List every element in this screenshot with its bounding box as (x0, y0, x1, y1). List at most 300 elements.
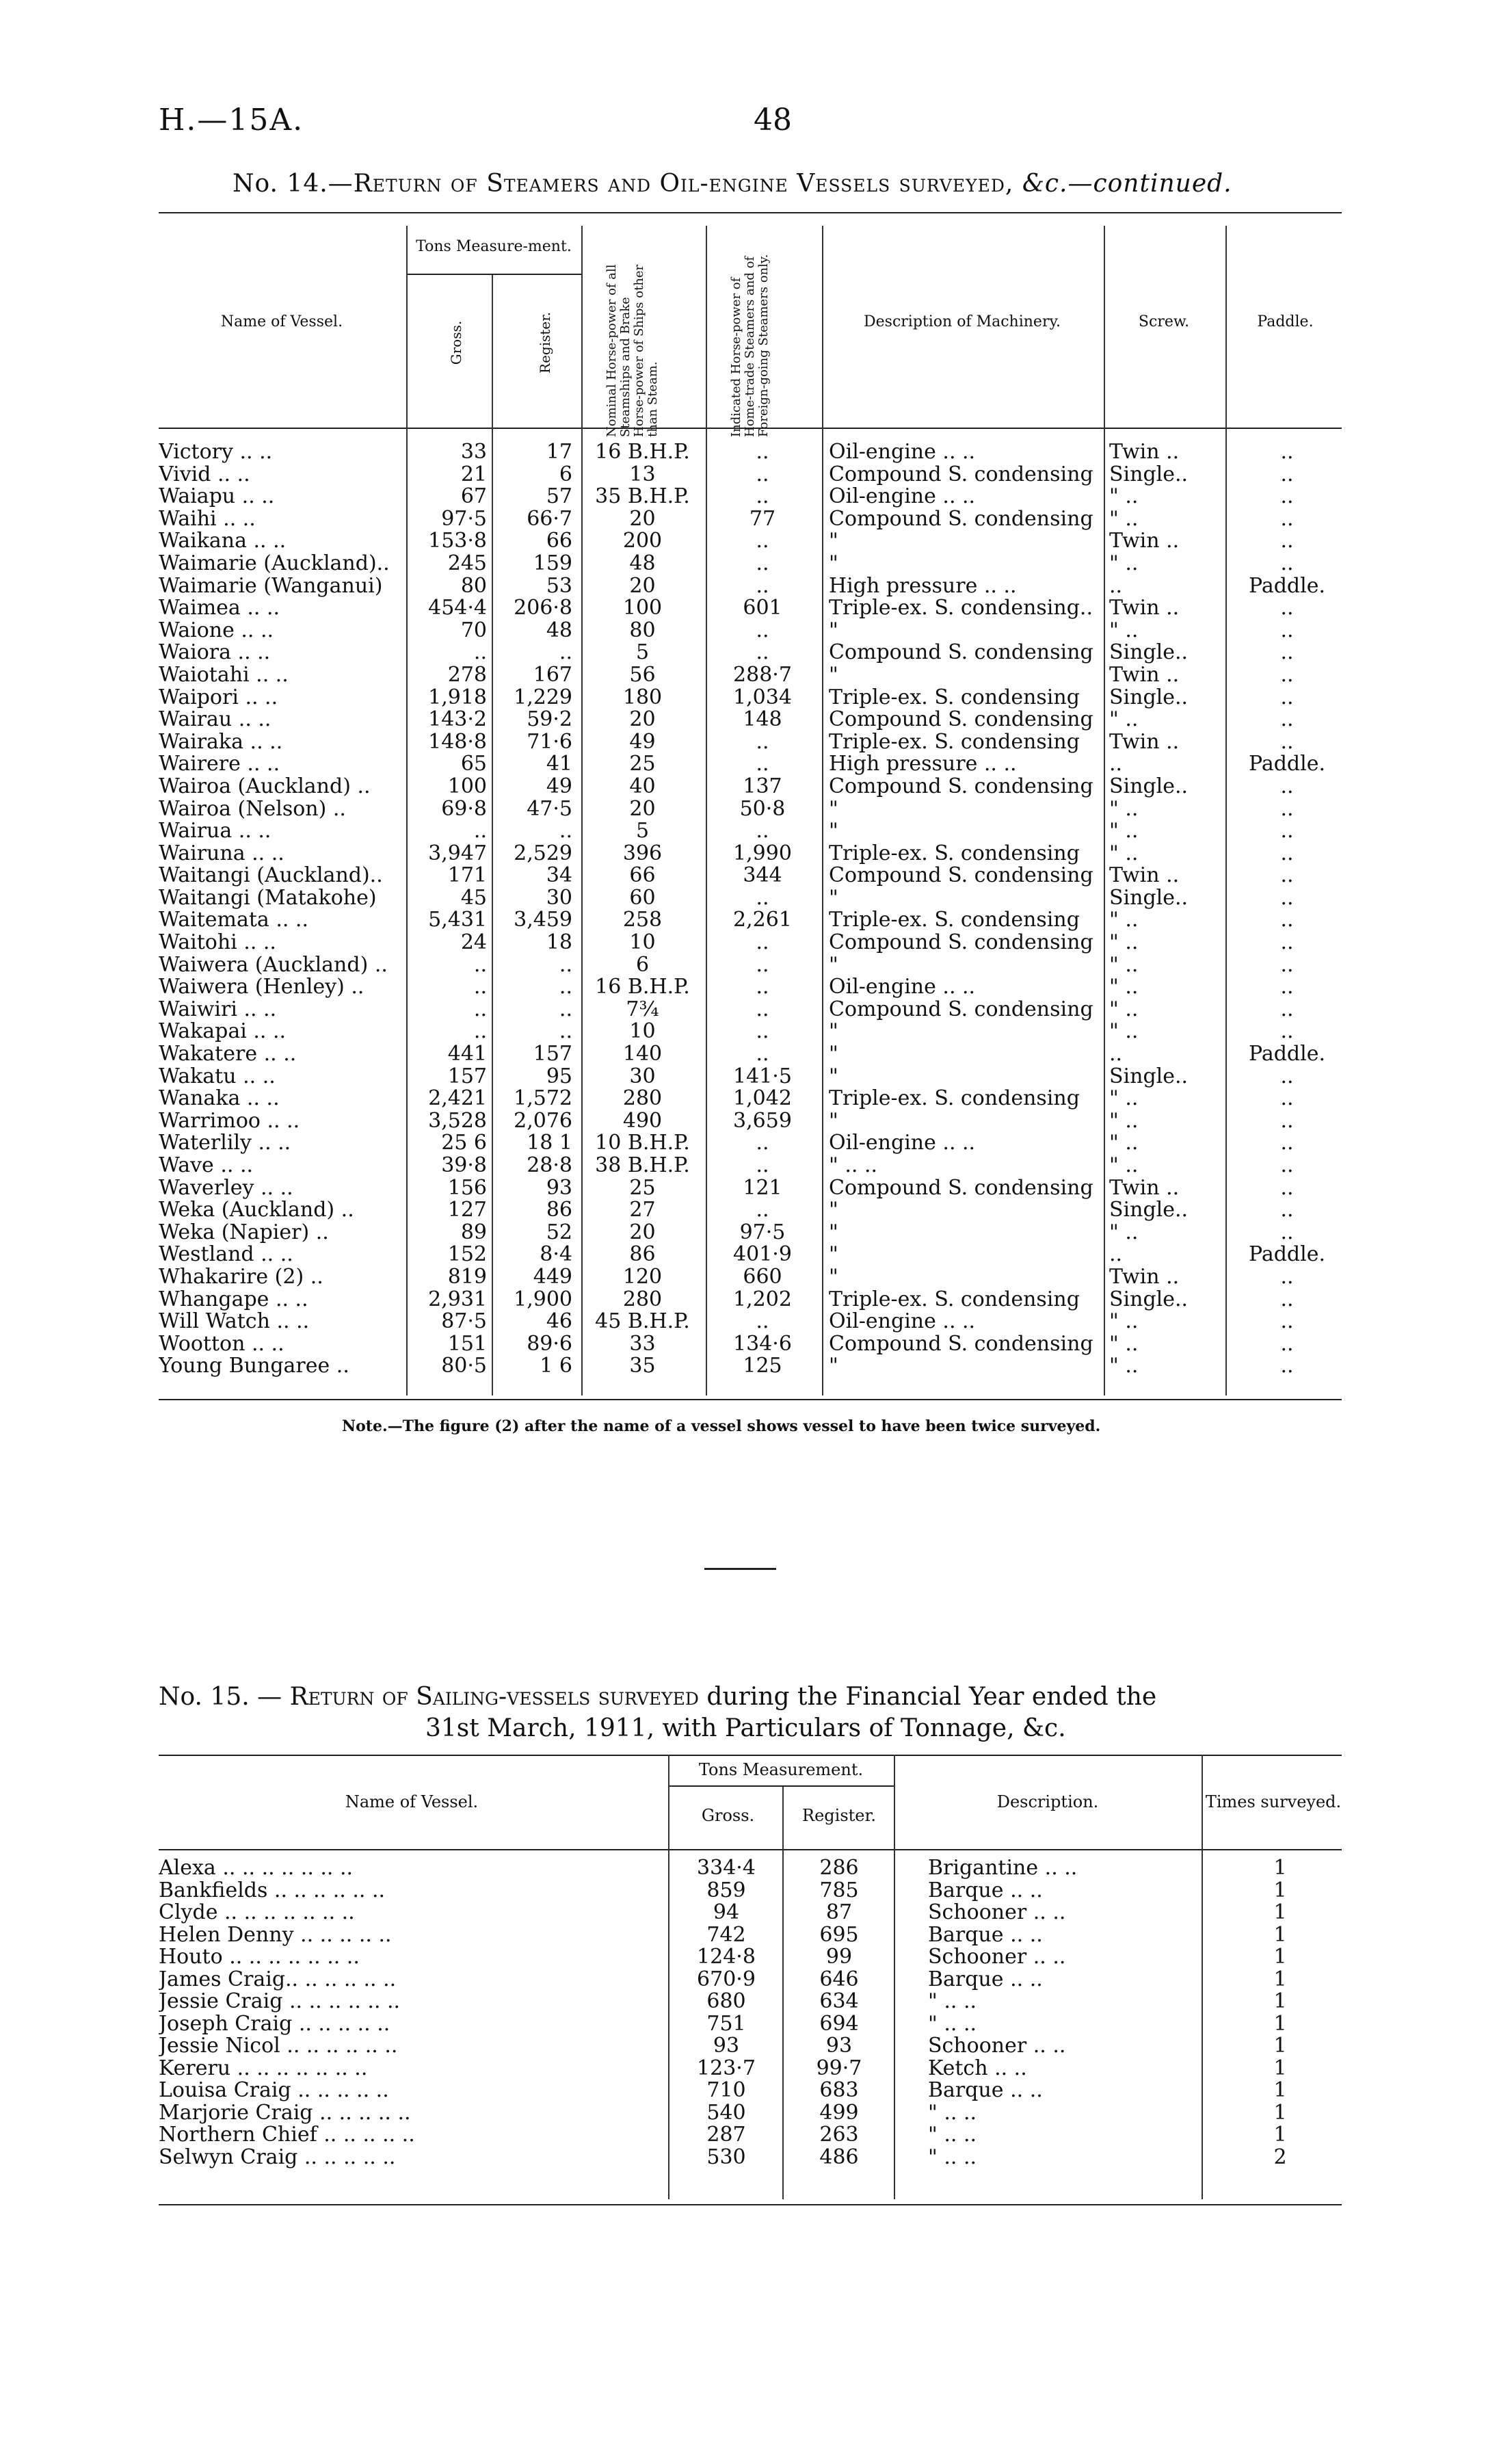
nominal-hp: 200 (622, 529, 663, 553)
gross-tons: 143·2 (428, 707, 487, 732)
steamers-table-header (159, 219, 1342, 437)
vessel-name: Bankfields .. .. .. .. .. .. (159, 1879, 386, 1902)
table-row (159, 597, 1342, 620)
register-tons: .. (559, 997, 572, 1021)
register-tons: 159 (533, 551, 572, 575)
register-tons: 66·7 (527, 506, 572, 531)
table-14-bottom-rule (159, 1399, 1342, 1400)
paddle-type: .. (1280, 707, 1294, 732)
sailing-vessels-header (159, 1755, 1342, 1847)
gross-tons: 24 (460, 930, 487, 955)
screw-type: Single.. (1109, 1198, 1189, 1222)
machinery-description: " (829, 662, 838, 687)
gross-tons: 742 (706, 1922, 746, 1947)
table-row (159, 2058, 1342, 2080)
vessel-name: Waiwiri .. .. (159, 998, 277, 1021)
screw-type: Single.. (1109, 885, 1189, 910)
vessel-name: Waimea .. .. (159, 597, 280, 620)
paddle-type: .. (1280, 908, 1294, 932)
register-tons: 34 (546, 863, 572, 888)
paddle-type: .. (1280, 1175, 1294, 1200)
machinery-description: Triple-ex. S. condensing.. (829, 596, 1093, 620)
times-surveyed: 1 (1273, 2011, 1287, 2036)
machinery-description: " (829, 1019, 838, 1044)
paddle-type: .. (1280, 841, 1294, 865)
table-row (159, 2102, 1342, 2125)
table-row (159, 843, 1342, 865)
vessel-name: Weka (Napier) .. (159, 1221, 329, 1244)
screw-type: " .. (1109, 997, 1139, 1021)
gross-tons: 2,421 (428, 1086, 487, 1111)
times-surveyed: 1 (1273, 1945, 1287, 1969)
col-screw-header: Screw. (1138, 313, 1190, 330)
register-tons: 157 (533, 1042, 572, 1066)
gross-tons: 540 (706, 2100, 746, 2125)
indicated-hp: 125 (743, 1354, 782, 1378)
screw-type: .. (1109, 1242, 1123, 1267)
gross-tons: 751 (706, 2011, 746, 2036)
table-row (159, 1110, 1342, 1133)
vessel-name: Waimarie (Auckland).. (159, 552, 390, 575)
gross-tons: 89 (460, 1220, 487, 1244)
table-15-title (159, 1681, 1342, 1744)
table-row (159, 1946, 1342, 1969)
register-tons: .. (559, 975, 572, 999)
indicated-hp: 1,034 (733, 685, 792, 709)
times-surveyed: 1 (1273, 1967, 1287, 1991)
screw-type: Single.. (1109, 462, 1189, 486)
register-tons: 1,900 (514, 1287, 572, 1311)
vessel-name: Victory .. .. (159, 441, 273, 464)
screw-type: Twin .. (1109, 596, 1180, 620)
vessel-name: Wakatu .. .. (159, 1065, 276, 1088)
gross-tons: 859 (706, 1878, 746, 1902)
nominal-hp: 10 (629, 1019, 656, 1044)
machinery-description: Triple-ex. S. condensing (829, 841, 1080, 865)
screw-type: " .. (1109, 484, 1139, 509)
machinery-description: Compound S. condensing (829, 640, 1093, 665)
vessel-name: Waihi .. .. (159, 508, 256, 531)
vessel-name: Waiwera (Auckland) .. (159, 954, 388, 977)
nominal-hp: 10 (629, 930, 656, 955)
indicated-hp: .. (756, 975, 769, 999)
gross-tons: 124·8 (697, 1945, 756, 1969)
nominal-hp: 80 (629, 618, 656, 642)
table-row (159, 1244, 1342, 1266)
times-surveyed: 1 (1273, 1856, 1287, 1880)
col-indicated-header: Indicated Horse-power of Home-trade Steamers and of Foreign-going Steamers only. (729, 254, 771, 437)
table-row (159, 1266, 1342, 1289)
table-row (159, 2013, 1342, 2036)
vessel-name: Wakapai .. .. (159, 1021, 287, 1044)
vessel-name: Waipori .. .. (159, 686, 278, 709)
register-tons: 683 (819, 2078, 859, 2102)
paddle-type: Paddle. (1248, 752, 1326, 776)
register-tons: 1 6 (540, 1354, 572, 1378)
machinery-description: " (829, 952, 838, 977)
table-14-top-rule (159, 212, 1342, 213)
indicated-hp: .. (756, 930, 769, 955)
machinery-description: Compound S. condensing (829, 997, 1093, 1021)
machinery-description: Compound S. condensing (829, 930, 1093, 955)
vessel-name: Whakarire (2) .. (159, 1266, 323, 1289)
indicated-hp: 97·5 (739, 1220, 786, 1244)
gross-tons: .. (473, 1019, 487, 1044)
indicated-hp: .. (756, 1019, 769, 1044)
register-tons: 93 (546, 1175, 572, 1200)
col-times-header: Times surveyed. (1205, 1792, 1342, 1811)
gross-tons: 171 (447, 863, 487, 888)
gross-tons: 441 (447, 1042, 487, 1066)
times-surveyed: 1 (1273, 1878, 1287, 1902)
machinery-description: " (829, 1264, 838, 1289)
paddle-type: .. (1280, 1086, 1294, 1111)
nominal-hp: 20 (629, 573, 656, 598)
register-tons: 49 (546, 774, 572, 798)
vessel-name: Jessie Nicol .. .. .. .. .. .. (159, 2035, 398, 2058)
machinery-description: Oil-engine .. .. (829, 1309, 976, 1334)
gross-tons: 80 (460, 573, 487, 598)
steamers-table-body (159, 441, 1342, 1378)
indicated-hp: 134·6 (733, 1331, 792, 1356)
nominal-hp: 280 (622, 1086, 663, 1111)
table-row (159, 486, 1342, 508)
register-tons: 59·2 (527, 707, 572, 732)
vessel-name: Wairau .. .. (159, 709, 271, 731)
vessel-name: Wairua .. .. (159, 820, 271, 843)
register-tons: 18 (546, 930, 572, 955)
paddle-type: .. (1280, 1264, 1294, 1289)
machinery-description: " (829, 1242, 838, 1267)
gross-tons: 334·4 (697, 1856, 756, 1880)
screw-type: " .. (1109, 1309, 1139, 1334)
gross-tons: 157 (447, 1064, 487, 1088)
gross-tons: 69·8 (441, 796, 487, 821)
nominal-hp: 86 (629, 1242, 656, 1267)
screw-type: .. (1109, 752, 1123, 776)
indicated-hp: .. (756, 573, 769, 598)
gross-tons: 80·5 (441, 1354, 487, 1378)
paddle-type: Paddle. (1248, 1242, 1326, 1267)
indicated-hp: .. (756, 640, 769, 665)
footnote: Note.—The figure (2) after the name of a vessel shows vessel to have been twice surveyed. (342, 1417, 1101, 1435)
vessel-name: Wave .. .. (159, 1155, 254, 1177)
register-tons: 499 (819, 2100, 859, 2125)
indicated-hp: .. (756, 484, 769, 509)
gross-tons: 156 (447, 1175, 487, 1200)
vessel-name: Jessie Craig .. .. .. .. .. .. (159, 1991, 401, 2013)
vessel-name: Houto .. .. .. .. .. .. .. (159, 1946, 360, 1969)
col-nominal-header: Nominal Horse-power of all Steamships and Brake Horse-power of Ships other than Steam. (605, 264, 660, 437)
table-15-title-rest: during the Financial Year ended the (706, 1683, 1157, 1711)
nominal-hp: 6 (635, 952, 650, 977)
register-tons: 8·4 (540, 1242, 572, 1267)
gross-tons: .. (473, 819, 487, 843)
table-row (159, 664, 1342, 687)
machinery-description: Triple-ex. S. condensing (829, 908, 1080, 932)
paddle-type: .. (1280, 662, 1294, 687)
table-row (159, 687, 1342, 709)
paddle-type: .. (1280, 1331, 1294, 1356)
vessel-name: Alexa .. .. .. .. .. .. .. (159, 1857, 354, 1880)
paddle-type: .. (1280, 729, 1294, 754)
machinery-description: " (829, 885, 838, 910)
vessel-name: Waikana .. .. (159, 530, 287, 553)
tons-subrule (668, 1785, 894, 1787)
machinery-description: Oil-engine .. .. (829, 1131, 976, 1155)
vessel-name: Weka (Auckland) .. (159, 1199, 354, 1222)
indicated-hp: .. (756, 885, 769, 910)
paddle-type: .. (1280, 885, 1294, 910)
table-row (159, 1199, 1342, 1222)
screw-type: Twin .. (1109, 1175, 1180, 1200)
screw-type: " .. (1109, 506, 1139, 531)
indicated-hp: 660 (743, 1264, 782, 1289)
machinery-description: Oil-engine .. .. (829, 975, 976, 999)
nominal-hp: 258 (622, 908, 663, 932)
register-tons: 52 (546, 1220, 572, 1244)
paddle-type: .. (1280, 1064, 1294, 1088)
paddle-type: .. (1280, 1198, 1294, 1222)
register-tons: 57 (546, 484, 572, 509)
gross-tons: 1,918 (428, 685, 487, 709)
screw-type: Single.. (1109, 640, 1189, 665)
vessel-name: Wanaka .. .. (159, 1088, 280, 1110)
nominal-hp: 100 (622, 596, 663, 620)
machinery-description: Compound S. condensing (829, 774, 1093, 798)
screw-type: " .. (1109, 819, 1139, 843)
register-tons: 47·5 (527, 796, 572, 821)
table-row (159, 976, 1342, 999)
machinery-description: " (829, 1064, 838, 1088)
table-row (159, 932, 1342, 954)
times-surveyed: 1 (1273, 1989, 1287, 2013)
machinery-description: " (829, 618, 838, 642)
gross-tons: 65 (460, 752, 487, 776)
vessel-name: Wairaka .. .. (159, 731, 283, 754)
steamers-table (159, 219, 1342, 1378)
screw-type: " .. (1109, 1108, 1139, 1133)
vessel-name: Vivid .. .. (159, 463, 250, 486)
gross-tons: 93 (713, 2034, 740, 2058)
table-row (159, 642, 1342, 664)
gross-tons: 670·9 (697, 1967, 756, 1991)
screw-type: Twin .. (1109, 529, 1180, 553)
paddle-type: .. (1280, 551, 1294, 575)
gross-tons: 245 (447, 551, 487, 575)
register-tons: 3,459 (514, 908, 572, 932)
col-description-header: Description. (996, 1792, 1099, 1811)
table-15-number: No. 15. — (159, 1683, 282, 1711)
col-gross-header: Gross. (701, 1806, 755, 1825)
indicated-hp: .. (756, 997, 769, 1021)
vessel-name: Waiwera (Henley) .. (159, 976, 364, 999)
machinery-description: Compound S. condensing (829, 1331, 1093, 1356)
indicated-hp: .. (756, 529, 769, 553)
nominal-hp: 13 (629, 462, 656, 486)
register-tons: 263 (819, 2123, 859, 2147)
paddle-type: .. (1280, 796, 1294, 821)
gross-tons: 148·8 (428, 729, 487, 754)
vessel-description: " .. .. (928, 1989, 977, 2013)
paddle-type: .. (1280, 1287, 1294, 1311)
machinery-description: Triple-ex. S. condensing (829, 1086, 1080, 1111)
paddle-type: .. (1280, 1354, 1294, 1378)
page-number: 48 (754, 103, 792, 137)
times-surveyed: 2 (1273, 2145, 1287, 2169)
nominal-hp: 120 (622, 1264, 663, 1289)
table-row (159, 1289, 1342, 1311)
table-row (159, 441, 1342, 464)
paddle-type: .. (1280, 1309, 1294, 1334)
register-tons: 167 (533, 662, 572, 687)
indicated-hp: 1,990 (733, 841, 792, 865)
vessel-name: Waiora .. .. (159, 642, 271, 664)
indicated-hp: 3,659 (733, 1108, 792, 1133)
register-tons: 695 (819, 1922, 859, 1947)
vessel-name: Westland .. .. (159, 1244, 293, 1266)
register-tons: 99 (825, 1945, 853, 1969)
gross-tons: 153·8 (428, 529, 487, 553)
table-row (159, 530, 1342, 553)
paddle-type: .. (1280, 484, 1294, 509)
vessel-name: Kereru .. .. .. .. .. .. .. (159, 2057, 368, 2080)
vessel-name: Wairuna .. .. (159, 842, 284, 865)
times-surveyed: 1 (1273, 2078, 1287, 2102)
register-tons: 71·6 (527, 729, 572, 754)
table-row (159, 1969, 1342, 1991)
register-tons: 449 (533, 1264, 572, 1289)
vessel-description: Schooner .. .. (928, 2034, 1066, 2058)
paddle-type: .. (1280, 1153, 1294, 1177)
vessel-name: Helen Denny .. .. .. .. .. (159, 1924, 392, 1946)
table-row (159, 620, 1342, 642)
table-row (159, 1155, 1342, 1177)
paddle-type: .. (1280, 685, 1294, 709)
table-row (159, 1991, 1342, 2013)
gross-tons: 2,931 (428, 1287, 487, 1311)
vessel-description: Barque .. .. (928, 1922, 1043, 1947)
gross-tons: 39·8 (441, 1153, 487, 1177)
paddle-type: .. (1280, 640, 1294, 665)
table-row (159, 1857, 1342, 1880)
gross-tons: 33 (460, 440, 487, 464)
nominal-hp: 20 (629, 796, 656, 821)
table-row (159, 1043, 1342, 1066)
paddle-type: .. (1280, 975, 1294, 999)
table-row (159, 1311, 1342, 1333)
vessel-description: " .. .. (928, 2145, 977, 2169)
gross-tons: 97·5 (441, 506, 487, 531)
nominal-hp: 16 B.H.P. (595, 440, 690, 464)
table-row (159, 1880, 1342, 1902)
gross-tons: 530 (706, 2145, 746, 2169)
vessel-name: Wairere .. .. (159, 753, 280, 776)
vessel-name: Waitangi (Auckland).. (159, 865, 383, 887)
indicated-hp: 50·8 (739, 796, 786, 821)
paddle-type: .. (1280, 529, 1294, 553)
vessel-name: Waitangi (Matakohe) (159, 887, 377, 910)
table-row (159, 798, 1342, 821)
vessel-name: Joseph Craig .. .. .. .. .. (159, 2013, 390, 2035)
paddle-type: .. (1280, 1019, 1294, 1044)
table-15-title-line2: 31st March, 1911, with Particulars of Tonnage, &c. (425, 1714, 1066, 1742)
screw-type: " .. (1109, 1019, 1139, 1044)
nominal-hp: 5 (635, 819, 650, 843)
nominal-hp: 33 (629, 1331, 656, 1356)
vessel-name: James Craig.. .. .. .. .. .. (159, 1968, 397, 1991)
screw-type: " .. (1109, 1354, 1139, 1378)
machinery-description: Oil-engine .. .. (829, 440, 976, 464)
machinery-description: " (829, 1354, 838, 1378)
vessel-name: Wootton .. .. (159, 1333, 284, 1356)
vessel-name: Northern Chief .. .. .. .. .. (159, 2124, 415, 2147)
machinery-description: " (829, 1108, 838, 1133)
col-tons-header: Tons Measure-ment. (416, 237, 572, 255)
indicated-hp: .. (756, 551, 769, 575)
paddle-type: .. (1280, 997, 1294, 1021)
register-tons: 87 (825, 1900, 853, 1924)
gross-tons: .. (473, 952, 487, 977)
table-row (159, 1902, 1342, 1924)
screw-type: Twin .. (1109, 662, 1180, 687)
vessel-name: Louisa Craig .. .. .. .. .. (159, 2080, 389, 2102)
register-tons: 66 (546, 529, 572, 553)
vessel-name: Warrimoo .. .. (159, 1110, 300, 1133)
gross-tons: 3,947 (428, 841, 487, 865)
paddle-type: .. (1280, 952, 1294, 977)
nominal-hp: 49 (629, 729, 656, 754)
gross-tons: 3,528 (428, 1108, 487, 1133)
table-row (159, 2080, 1342, 2102)
table-row (159, 1021, 1342, 1043)
machinery-description: Compound S. condensing (829, 863, 1093, 888)
col-gross-header: Gross. (448, 320, 464, 365)
col-tons-header: Tons Measurement. (698, 1760, 864, 1779)
nominal-hp: 10 B.H.P. (595, 1131, 690, 1155)
indicated-hp: 148 (743, 707, 782, 732)
machinery-description: " (829, 796, 838, 821)
gross-tons: .. (473, 975, 487, 999)
indicated-hp: .. (756, 1131, 769, 1155)
nominal-hp: 396 (622, 841, 663, 865)
indicated-hp: 601 (743, 596, 782, 620)
register-tons: 206·8 (514, 596, 572, 620)
vessel-name: Young Bungaree .. (159, 1355, 349, 1378)
nominal-hp: 280 (622, 1287, 663, 1311)
machinery-description: " (829, 1198, 838, 1222)
vessel-name: Waione .. .. (159, 619, 274, 642)
indicated-hp: 344 (743, 863, 782, 888)
sailing-vessels-table (159, 1755, 1342, 2169)
register-tons: 2,076 (514, 1108, 572, 1133)
paddle-type: Paddle. (1248, 1042, 1326, 1066)
vessel-description: " .. .. (928, 2100, 977, 2125)
vessel-description: Brigantine .. .. (928, 1856, 1078, 1880)
screw-type: " .. (1109, 551, 1139, 575)
register-tons: 18 1 (527, 1131, 572, 1155)
screw-type: Single.. (1109, 685, 1189, 709)
vessel-description: Barque .. .. (928, 2078, 1043, 2102)
indicated-hp: 1,202 (733, 1287, 792, 1311)
indicated-hp: 141·5 (733, 1064, 792, 1088)
paddle-type: .. (1280, 462, 1294, 486)
register-tons: 30 (546, 885, 572, 910)
tons-subrule (406, 274, 581, 275)
vessel-description: Schooner .. .. (928, 1945, 1066, 1969)
register-tons: .. (559, 640, 572, 665)
screw-type: " .. (1109, 796, 1139, 821)
